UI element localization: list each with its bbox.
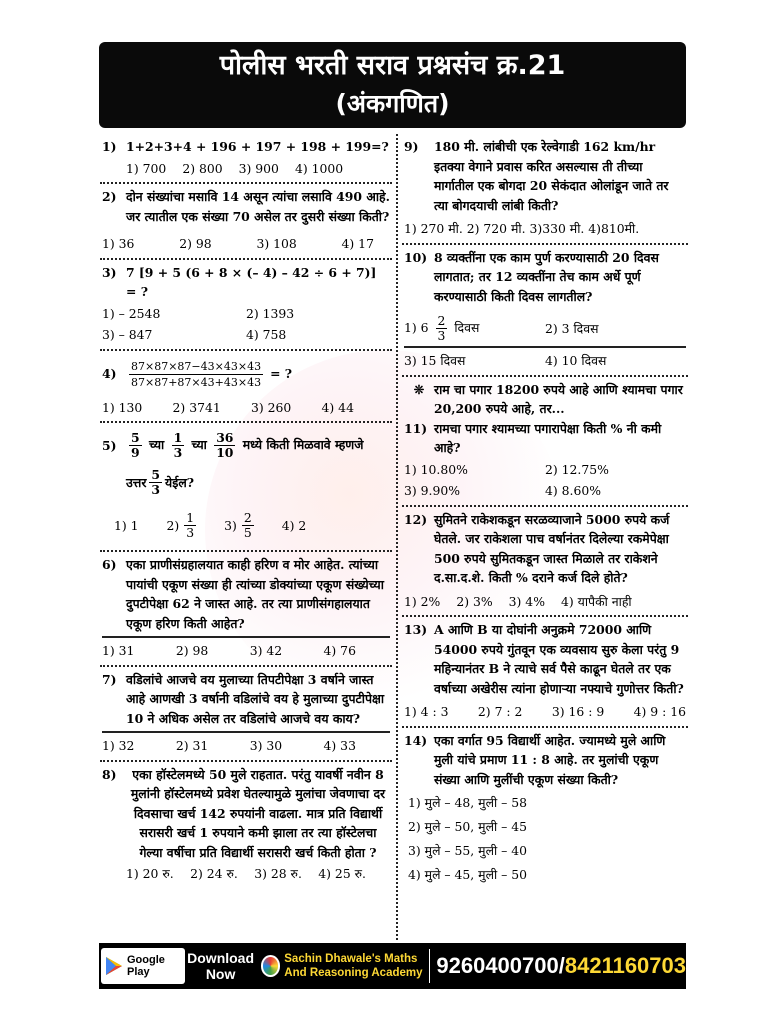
play-store-icon [105, 956, 123, 976]
option: 3) 900 [238, 160, 279, 176]
option: 2) 3 दिवस [545, 320, 599, 336]
right-column [402, 134, 688, 891]
column-divider [396, 134, 398, 940]
fraction-numerator: 2 [437, 313, 446, 328]
option-fraction [242, 511, 254, 540]
option: 3) 30 [249, 738, 283, 753]
option-label: 1) 6 [404, 320, 429, 335]
option: 3) 260 [250, 399, 292, 415]
question-number: 8) [102, 766, 117, 782]
question-text: 1+2+3+4 + 196 + 197 + 198 + 199=? [126, 139, 389, 154]
question-number: 10) [404, 249, 428, 265]
option: 2) मुले – 50, मुली – 45 [408, 819, 528, 834]
download-now-text[interactable] [185, 950, 257, 982]
option: 4) 25 रु. [318, 866, 366, 881]
fraction-denominator: 3 [173, 445, 183, 460]
question-text: 7 [9 + 5 (6 + 8 × (– 4) – 42 ÷ 6 + 7)] = ? [126, 264, 377, 299]
option: 4) 758 [246, 327, 287, 342]
divider [102, 731, 390, 733]
fraction-denominator: 3 [437, 328, 446, 343]
question-text: च्या [148, 437, 165, 452]
vertical-divider [429, 949, 431, 983]
academy-name-line: Sachin Dhawale's Maths [284, 953, 418, 965]
question-7 [100, 667, 392, 762]
question-5 [100, 423, 392, 552]
download-line: Download [187, 950, 255, 966]
option: 4) 1000 [294, 160, 344, 176]
option: 1) 10.80% [404, 461, 468, 477]
option: 2) 1393 [246, 305, 295, 321]
option: 4) 10 दिवस [545, 353, 607, 368]
question-6 [100, 552, 392, 667]
option: 2) [166, 517, 180, 533]
question-number: 5) [102, 437, 117, 453]
question-text: येईल? [165, 474, 194, 490]
fraction-numerator: 1 [173, 430, 183, 445]
option: 2) 7 : 2 [477, 704, 523, 719]
academy-name [284, 952, 422, 980]
option: 2) 3% [456, 593, 493, 609]
question-text: = ? [270, 366, 293, 382]
option-fraction [184, 511, 196, 540]
question-text: दोन संख्यांचा मसावि 14 असून त्यांचा लसावि 490 आहे. जर त्यातील एक संख्या 70 असेल तर दुसरी संख्या किती? [126, 189, 390, 224]
question-8 [100, 762, 392, 888]
option: 3) 4% [508, 593, 545, 609]
fraction-denominator: 5 [243, 525, 252, 540]
option: 3) 108 [256, 236, 297, 251]
option: 2) 3741 [172, 399, 221, 415]
option-unit: दिवस [454, 320, 480, 335]
phone-numbers [436, 953, 686, 979]
question-text: एका प्राणीसंग्रहालयात काही हरिण व मोर आहेत. त्यांच्या पायांची एकूण संख्या ही त्यांच्या डोक्यांच्या एकूण संख्येच्या दुपटीपेक्षा 62 ने जास्त आहे. तर त्या प्राणीसंगहालयात एकूण हरिण किती आहेत? [126, 557, 384, 631]
question-text: एका वर्गात 95 विद्यार्थी आहेत. ज्यामध्ये मुले आणि मुली यांचे प्रमाण 11 : 8 आहे. तर मुलांची एकूण संख्या आणि मुलींची एकूण संख्या किती? [434, 732, 666, 787]
fraction-expression [129, 359, 263, 390]
question-text: च्या [191, 437, 207, 452]
left-column [100, 134, 392, 888]
option-fraction [436, 314, 448, 343]
divider [404, 346, 686, 348]
question-12 [402, 507, 688, 618]
option: 2) 31 [175, 738, 209, 753]
question-14 [402, 728, 688, 892]
option: 3) 15 दिवस [404, 353, 466, 368]
question-13 [402, 617, 688, 728]
phone-number-2: 8421160703 [564, 953, 686, 978]
option: 3) मुले – 55, मुली – 40 [408, 843, 528, 858]
question-text: रामचा पगार श्यामच्या पगारापेक्षा किती % नी कमी आहे? [434, 420, 662, 455]
option: 1) 130 [102, 399, 143, 415]
question-number: 7) [102, 671, 117, 687]
question-9 [402, 134, 688, 245]
fraction-denominator: 87×87+87×43+43×43 [131, 375, 262, 389]
page-header [99, 42, 686, 128]
option: 2) 12.75% [545, 461, 609, 477]
question-10 [402, 245, 688, 377]
fraction-denominator: 3 [151, 482, 161, 497]
question-number: 14) [404, 732, 428, 748]
option: 2) 98 [179, 236, 212, 251]
option: 1) 31 [102, 643, 135, 658]
option: 3) 16 : 9 [551, 704, 605, 719]
option: 1) मुले – 48, मुली – 58 [408, 795, 528, 810]
question-number: 13) [404, 622, 428, 637]
question-number: 2) [102, 189, 117, 204]
option: 1) 700 [126, 160, 167, 176]
option: 1) 32 [102, 738, 135, 753]
question-text: उत्तर [126, 474, 147, 490]
question-text: मध्ये किती मिळवावे म्हणजे [242, 437, 364, 452]
question-number: 12) [404, 511, 428, 527]
option: 4) यापैकी नाही [560, 593, 632, 609]
question-3 [100, 260, 392, 351]
fraction-numerator: 36 [216, 430, 234, 445]
question-text: 180 मी. लांबीची एक रेल्वेगाडी 162 km/hr इतक्या वेगाने प्रवास करित असल्यास ती तीच्या मार्गातील एक बोगदा 20 सेकंदात ओलांडून जाते तर त्या बोगदयाची लांबी किती? [434, 139, 669, 213]
question-text: एका हॉस्टेलमध्ये 50 मुले राहतात. परंतु यावर्षी नवीन 8 मुलांनी हॉस्टेलमध्ये प्रवेश घेतल्यामुळे मुलांचा जेवणाचा दर दिवसाचा खर्च 142 रुपयांनी वाढला. मात्र प्रति विद्यार्थी सरासरी खर्च 1 रुपयाने कमी झाला तर त्या हॉस्टेलचा गेल्या वर्षीचा प्रति विद्यार्थी सरासरी खर्च किती होता ? [130, 766, 386, 860]
option: 3) [224, 517, 237, 533]
option: 4) 9 : 16 [633, 704, 686, 719]
question-text: 8 व्यक्तींना एक काम पुर्ण करण्यासाठी 20 दिवस लागतात; तर 12 व्यक्तींना तेच काम अर्धे पूर्ण करण्यासाठी किती दिवस लागतील? [434, 249, 659, 304]
question-number: 11) [404, 420, 428, 436]
question-text: A आणि B या दोघांनी अनुक्रमे 72000 आणि 54000 रुपये गुंतवून एक व्यवसाय सुरु केला परंतु 9 महिन्यानंतर B ने त्याचे सर्व पैसे काढून घेतले तर एक वर्षाच्या अखेरीस त्यांना होणाऱ्या नफ्याचे गुणोत्तर किती? [434, 622, 684, 696]
question-11 [402, 377, 688, 507]
fraction-numerator: 2 [243, 510, 252, 525]
fraction-numerator: 87×87×87−43×43×43 [131, 359, 262, 373]
option: 4) 8.60% [545, 483, 602, 498]
option-line: 1) 270 मी. 2) 720 मी. 3)330 मी. 4)810मी. [404, 221, 640, 236]
option: 1) 36 [102, 236, 135, 251]
question-number: 1) [102, 139, 117, 154]
academy-name-line: And Reasoning Academy [284, 967, 423, 979]
question-1 [100, 134, 392, 184]
fraction-numerator: 5 [131, 430, 140, 445]
fraction-denominator: 10 [216, 445, 234, 460]
google-play-label: Google Play [127, 954, 165, 978]
bullet-mark: ❊ [413, 381, 425, 397]
question-number: 9) [404, 139, 419, 154]
option: 2) 800 [182, 160, 223, 176]
fraction [214, 431, 235, 460]
option: 3) – 847 [102, 327, 153, 342]
google-play-badge[interactable] [101, 948, 185, 984]
footer-banner [99, 943, 686, 989]
option: 2) 98 [175, 643, 209, 658]
option: 2) 24 रु. [190, 866, 238, 881]
fraction-denominator: 3 [186, 525, 195, 540]
option: 1) – 2548 [102, 305, 161, 321]
phone-slash: / [558, 953, 565, 978]
fraction [129, 431, 142, 460]
divider [102, 636, 390, 638]
option: 4) 44 [321, 399, 354, 415]
option: 4) 76 [323, 643, 356, 658]
fraction-numerator: 1 [186, 510, 195, 525]
option: 1) 4 : 3 [404, 704, 449, 719]
question-4 [100, 351, 392, 424]
question-number: 4) [102, 366, 117, 382]
option: 1) 1 [114, 517, 139, 533]
option: 3) 42 [249, 643, 283, 658]
question-text: वडिलांचे आजचे वय मुलाच्या तिपटीपेक्षा 3 वर्षाने जास्त आहे आणखी 3 वर्षानी वडिलांचे वय हे मुलाच्या दुपटीपेक्षा 10 ने अधिक असेल तर वडिलांचे आजचे वय काय? [126, 671, 385, 726]
option: 1) 20 रु. [126, 866, 174, 881]
page-subtitle: (अंकगणित) [335, 89, 450, 118]
option [404, 314, 545, 343]
page-title: पोलीस भरती सराव प्रश्नसंच क्र.21 [219, 50, 566, 81]
question-number: 6) [102, 557, 117, 572]
academy-logo-icon [261, 955, 281, 977]
fraction [149, 468, 162, 497]
fraction-numerator: 5 [151, 467, 161, 482]
option: 4) 33 [323, 738, 356, 753]
fraction [172, 431, 185, 460]
option: 1) 2% [404, 593, 441, 609]
question-text: सुमितने राकेशकडून सरळव्याजाने 5000 रुपये कर्ज घेतले. जर राकेशला पाच वर्षानंतर दिलेल्या रकमेपेक्षा 500 रुपये सुमितकडून जास्त मिळाले तर राकेशने द.सा.द.शे. किती % दराने कर्ज दिले होते? [434, 511, 670, 585]
fraction-denominator: 9 [131, 445, 140, 460]
option: 3) 9.90% [404, 483, 461, 498]
option: 4) मुले – 45, मुली – 50 [408, 867, 528, 882]
option: 4) 17 [341, 236, 374, 251]
question-number: 3) [102, 264, 117, 280]
question-2 [100, 184, 392, 260]
option: 4) 2 [281, 517, 307, 533]
option: 3) 28 रु. [254, 866, 302, 881]
phone-number-1: 9260400700 [436, 953, 559, 978]
passage-text: राम चा पगार 18200 रुपये आहे आणि श्यामचा पगार 20,200 रुपये आहे, तर... [434, 381, 683, 416]
download-line: Now [205, 966, 236, 982]
